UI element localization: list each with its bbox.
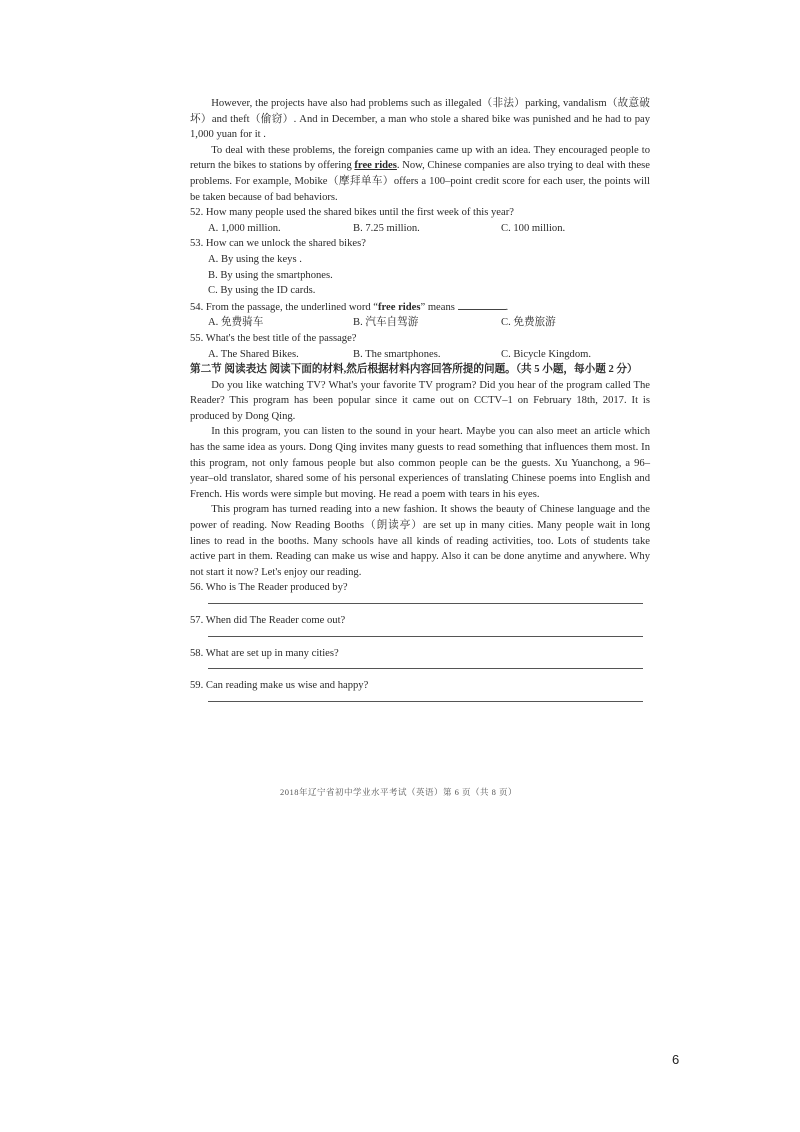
question-text: What are set up in many cities? bbox=[205, 647, 339, 659]
option-c: C. By using the ID cards. bbox=[208, 285, 316, 297]
option-a: A. 1,000 million. bbox=[208, 222, 281, 234]
question-number: 52. bbox=[190, 207, 204, 219]
passage1-para2 bbox=[190, 143, 650, 205]
scanned-page bbox=[190, 96, 650, 711]
options-list bbox=[208, 252, 650, 299]
passage1-para2-end: . Now, Chinese companies are also trying to deal with these problems. For example, Mobike（摩拜单车）offers a 100–point credit score for each user, the points will be taken because of bad behaviors. bbox=[190, 160, 650, 203]
passage2-para1: Do you like watching TV? What's your favorite TV program? Did you hear of the program called The Reader? This program has been popular since it came out on CCTV–1 on February 18th, 2017. It is produced by Dong Qing. bbox=[190, 379, 650, 422]
question-number: 53. bbox=[190, 238, 204, 250]
question-text: Who is The Reader produced by? bbox=[205, 582, 348, 594]
option-b: B. 7.25 million. bbox=[353, 222, 420, 234]
option-a: A. By using the keys . bbox=[208, 253, 302, 265]
question-number: 55. bbox=[190, 332, 204, 344]
answer-line[interactable] bbox=[208, 636, 643, 637]
question-text: How many people used the shared bikes until the first week of this year? bbox=[205, 207, 514, 219]
question-56 bbox=[190, 580, 650, 604]
question-text: What's the best title of the passage? bbox=[205, 332, 357, 344]
option-c: C. 100 million. bbox=[501, 222, 566, 234]
question-number: 56. bbox=[190, 582, 204, 594]
question-bold-word: free rides bbox=[378, 301, 421, 313]
question-number: 57. bbox=[190, 615, 204, 626]
question-59 bbox=[190, 678, 650, 702]
question-55 bbox=[190, 331, 650, 362]
option-c: C. 免费旅游 bbox=[501, 317, 556, 329]
passage2-para2: In this program, you can listen to the sound in your heart. Maybe you can also meet an article which has the same idea as yours. Dong Qing invites many guests to read something that influences them most. In this program, not only famous people but also common people can be the guests. Xu Yuanchong, a 96–year–old translator, shared some of his personal experiences of translating Chinese poems into English and French. His words were simple but moving. He read a poem with tears in his eyes. bbox=[190, 426, 650, 500]
options-row bbox=[208, 315, 650, 331]
page-number: 6 bbox=[672, 1052, 680, 1067]
options-row bbox=[208, 221, 650, 237]
answer-line[interactable] bbox=[208, 701, 643, 702]
question-54: 54. From the passage, the underlined word “free rides” means . A. 免费骑车 B. 汽车自驾游 C. 免费旅游 bbox=[190, 299, 650, 331]
option-a: A. The Shared Bikes. bbox=[208, 348, 299, 360]
option-b: B. 汽车自驾游 bbox=[353, 317, 419, 329]
option-c: C. Bicycle Kingdom. bbox=[501, 348, 592, 360]
question-number: 58. bbox=[190, 647, 204, 659]
page-footer: 2018年辽宁省初中学业水平考试（英语）第 6 页（共 8 页） bbox=[280, 787, 518, 797]
question-text-end: ” means bbox=[420, 301, 455, 313]
underlined-word: free rides bbox=[354, 160, 397, 172]
passage1-para1: However, the projects have also had problems such as illegaled（非法）parking, vandalism（故意破坏）and theft（偷窃）. And in December, a man who stole a shared bike was punished and he had to pay 1,000 yuan for it . bbox=[190, 98, 650, 141]
option-b: B. The smartphones. bbox=[353, 348, 441, 360]
answer-line[interactable] bbox=[208, 668, 643, 669]
question-text-start: From the passage, the underlined word “ bbox=[205, 301, 379, 313]
question-number: 59. bbox=[190, 680, 204, 692]
question-number: 54. bbox=[190, 301, 204, 313]
question-text: When did The Reader come out? bbox=[205, 615, 346, 626]
option-a: A. 免费骑车 bbox=[208, 317, 264, 329]
question-text: Can reading make us wise and happy? bbox=[205, 680, 369, 692]
option-b: B. By using the smartphones. bbox=[208, 269, 333, 281]
answer-line[interactable] bbox=[208, 603, 643, 604]
question-53 bbox=[190, 236, 650, 298]
passage1-para2-start: To deal with these problems, the foreign companies came up with an idea. They encouraged people to return the bikes to stations by offering bbox=[190, 144, 650, 172]
passage2-para3: This program has turned reading into a new fashion. It shows the beauty of Chinese language and the power of reading. Now Reading Booths（朗读亭）are set up in many cities. Many people wait in long lines to read in the booths. Many schools have all kinds of reading activities, too. Lots of students take active part in them. Reading can make us wise and happy. Also it can be done anytime and anywhere. Why not start it now? Let's enjoy our reading. bbox=[190, 504, 650, 578]
question-text: How can we unlock the shared bikes? bbox=[205, 238, 366, 250]
question-52 bbox=[190, 205, 650, 236]
section-heading: 第二节 阅读表达 阅读下面的材料,然后根据材料内容回答所提的问题。（共 5 小题，每小题 2 分） bbox=[190, 364, 638, 376]
question-57 bbox=[190, 613, 650, 637]
options-row bbox=[208, 347, 650, 363]
answer-blank[interactable] bbox=[458, 299, 506, 310]
question-58 bbox=[190, 646, 650, 670]
